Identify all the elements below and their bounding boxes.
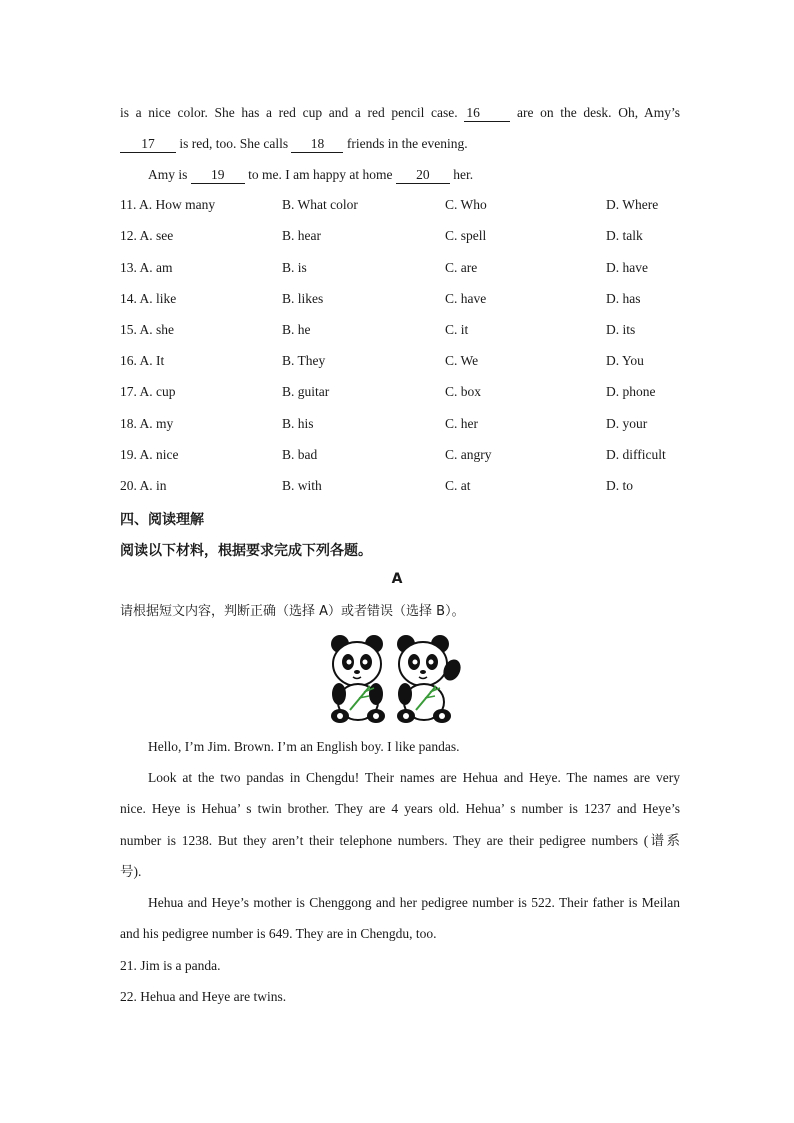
option-row — [0, 260, 794, 278]
blank-17: 17 — [120, 136, 176, 153]
cloze-text: Amy is — [148, 167, 191, 182]
option-c: C. We — [445, 353, 479, 368]
option-c: C. have — [445, 291, 487, 306]
option-c: C. spell — [445, 228, 487, 243]
cloze-line-2 — [120, 135, 680, 153]
option-b: B. is — [282, 260, 307, 275]
option-b: B. bad — [282, 447, 318, 462]
cloze-text: to me. I am happy at home — [244, 167, 396, 182]
blank-18: 18 — [291, 136, 343, 153]
option-d: D. its — [606, 322, 636, 337]
option-a: 11. A. How many — [120, 197, 216, 212]
cloze-text: her. — [449, 167, 474, 182]
option-c: C. it — [445, 322, 469, 337]
passage-paragraph-2-line: 号). — [120, 864, 142, 879]
option-d: D. talk — [606, 228, 643, 243]
option-b: B. They — [282, 353, 326, 368]
option-row — [0, 291, 794, 309]
cloze-text: are on the desk. Oh, Amy’s — [510, 105, 680, 120]
blank-20: 20 — [396, 167, 450, 184]
option-row — [0, 478, 794, 496]
option-d: D. has — [606, 291, 641, 306]
panda-icon — [397, 635, 464, 723]
option-b: B. What color — [282, 197, 358, 212]
option-b: B. likes — [282, 291, 324, 306]
cloze-line-1 — [120, 104, 680, 122]
option-row — [0, 197, 794, 215]
option-a: 15. A. she — [120, 322, 174, 337]
two-pandas-illustration — [326, 632, 466, 724]
option-d: D. difficult — [606, 447, 666, 462]
option-b: B. guitar — [282, 384, 330, 399]
option-row — [0, 416, 794, 434]
cloze-text: is red, too. She calls — [176, 136, 292, 151]
option-row — [0, 322, 794, 340]
option-c: C. Who — [445, 197, 487, 212]
option-a: 20. A. in — [120, 478, 167, 493]
option-a: 18. A. my — [120, 416, 174, 431]
option-c: C. are — [445, 260, 478, 275]
passage-paragraph-2-line: nice. Heye is Hehua’ s twin brother. They are 4 years old. Hehua’ s number is 1237 and Heye’s — [120, 801, 680, 816]
cloze-line-3 — [148, 166, 680, 184]
option-a: 19. A. nice — [120, 447, 179, 462]
option-row — [0, 447, 794, 465]
passage-paragraph-3-line: Hehua and Heye’s mother is Chenggong and her pedigree number is 522. Their father is Meilan — [148, 895, 680, 910]
option-c: C. at — [445, 478, 471, 493]
question-22: 22. Hehua and Heye are twins. — [120, 989, 287, 1004]
option-a: 14. A. like — [120, 291, 177, 306]
option-a: 17. A. cup — [120, 384, 176, 399]
part-title: A — [391, 571, 403, 587]
passage-paragraph-1: Hello, I’m Jim. Brown. I’m an English boy. I like pandas. — [148, 739, 460, 754]
passage-paragraph-2-line: number is 1238. But they aren’t their telephone numbers. They are their pedigree numbers (谱系 — [120, 833, 680, 848]
option-row — [0, 384, 794, 402]
option-row — [0, 353, 794, 371]
passage-paragraph-2-line: Look at the two pandas in Chengdu! Their names are Hehua and Heye. The names are very — [148, 770, 680, 785]
option-c: C. box — [445, 384, 482, 399]
cloze-text: friends in the evening. — [343, 136, 468, 151]
option-d: D. your — [606, 416, 648, 431]
option-c: C. her — [445, 416, 478, 431]
section-title: 四、阅读理解 — [120, 512, 204, 528]
option-d: D. have — [606, 260, 648, 275]
option-c: C. angry — [445, 447, 492, 462]
option-d: D. phone — [606, 384, 656, 399]
panda-icon — [331, 635, 385, 723]
option-d: D. You — [606, 353, 644, 368]
section-instruction: 阅读以下材料，根据要求完成下列各题。 — [120, 543, 372, 559]
option-row — [0, 228, 794, 246]
option-b: B. with — [282, 478, 322, 493]
option-b: B. hear — [282, 228, 321, 243]
blank-19: 19 — [191, 167, 245, 184]
part-direction: 请根据短文内容，判断正确（选择 A）或者错误（选择 B）。 — [120, 604, 465, 619]
blank-16: 16 — [464, 105, 510, 122]
option-d: D. Where — [606, 197, 659, 212]
option-d: D. to — [606, 478, 633, 493]
cloze-text: is a nice color. She has a red cup and a red pencil case. — [120, 105, 465, 120]
option-a: 13. A. am — [120, 260, 173, 275]
question-21: 21. Jim is a panda. — [120, 958, 221, 973]
option-b: B. his — [282, 416, 314, 431]
passage-paragraph-3-line: and his pedigree number is 649. They are in Chengdu, too. — [120, 926, 437, 941]
option-a: 16. A. It — [120, 353, 165, 368]
option-a: 12. A. see — [120, 228, 174, 243]
option-b: B. he — [282, 322, 311, 337]
